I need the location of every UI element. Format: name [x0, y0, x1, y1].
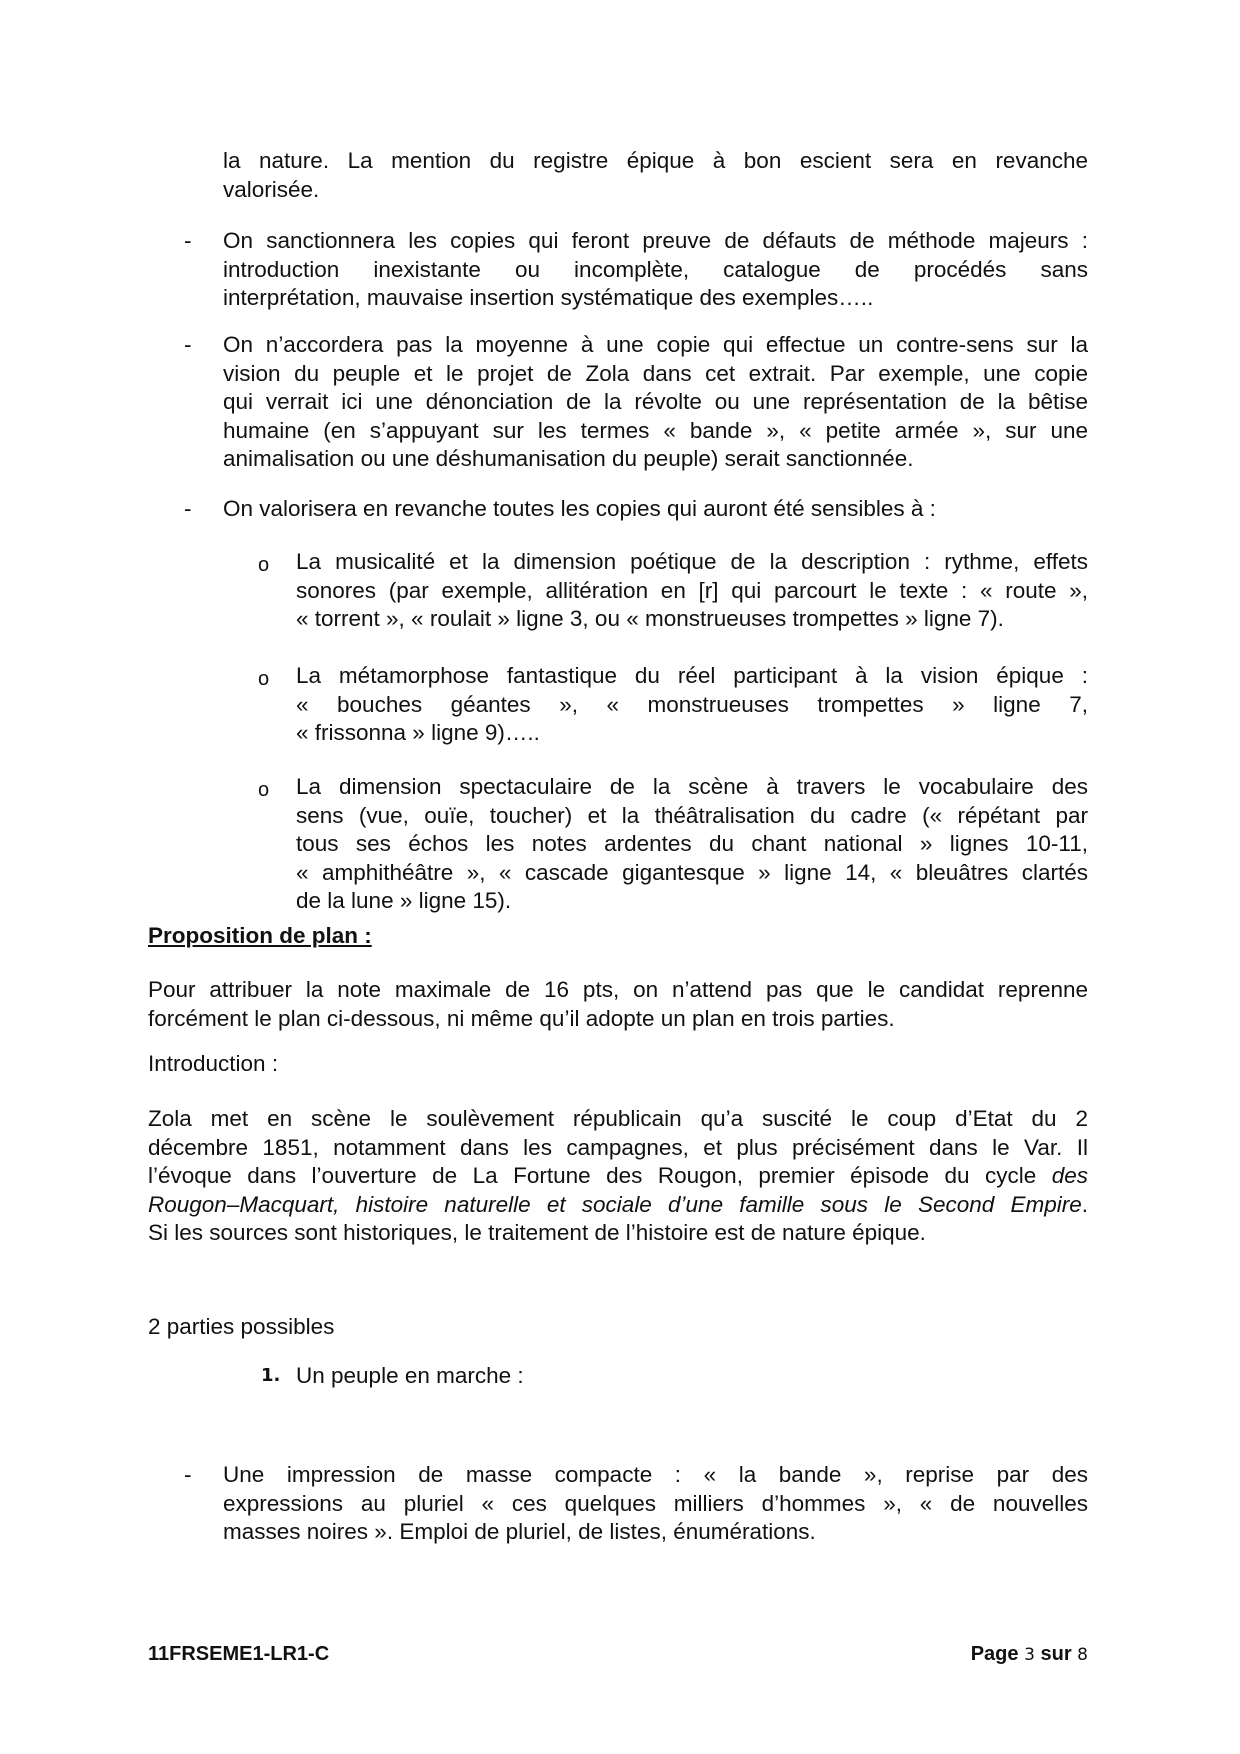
- part-title: [296, 1362, 1088, 1391]
- text-line: On n’accordera pas la moyenne à une copie qui effectue un contre-sens sur la: [223, 332, 1088, 357]
- text-line: Introduction :: [148, 1051, 279, 1076]
- text-line: Si les sources sont historiques, le traitement de l’histoire est de nature épique.: [148, 1220, 926, 1245]
- text-line: interprétation, mauvaise insertion systématique des exemples…..: [223, 285, 874, 310]
- page-current: 3: [1024, 1645, 1035, 1665]
- text-line: La musicalité et la dimension poétique de la description : rythme, effets: [296, 549, 1088, 574]
- subbullet-paragraph: [296, 662, 1088, 748]
- text-line: La métamorphose fantastique du réel participant à la vision épique :: [296, 663, 1088, 688]
- bullet-dash: -: [184, 1462, 192, 1487]
- text-line: expressions au pluriel « ces quelques milliers d’hommes », « de nouvelles: [223, 1490, 1088, 1516]
- text-line: tous ses échos les notes ardentes du chant national » lignes 10-11,: [296, 831, 1088, 856]
- text-line: sens (vue, ouïe, toucher) et la théâtralisation du cadre (« répétant par: [296, 802, 1088, 828]
- text-line: 2 parties possibles: [148, 1314, 335, 1339]
- page-number: [962, 1643, 1088, 1666]
- text-segment: l’évoque dans l’ouverture de La Fortune des Rougon, premier épisode du cycle: [148, 1163, 1037, 1188]
- bullet-dash: -: [184, 332, 192, 357]
- zola-paragraph: [148, 1105, 1088, 1248]
- text-line: [148, 1162, 1088, 1191]
- text-line: Zola met en scène le soulèvement républicain qu’a suscité le coup d’Etat du 2: [148, 1106, 1088, 1131]
- parts-label: [148, 1313, 1088, 1342]
- text-line: introduction inexistante ou incomplète, catalogue de procédés sans: [223, 256, 1088, 282]
- section-heading: Proposition de plan :: [148, 923, 372, 948]
- text-line: « frissonna » ligne 9)…..: [296, 720, 540, 745]
- text-line: qui verrait ici une dénonciation de la révolte ou une représentation de la bêtise: [223, 389, 1088, 414]
- page-total: 8: [1077, 1645, 1088, 1665]
- text-line: Pour attribuer la note maximale de 16 pts, on n’attend pas que le candidat reprenne: [148, 977, 1088, 1002]
- text-line: forcément le plan ci-dessous, ni même qu’il adopte un plan en trois parties.: [148, 1005, 895, 1031]
- text-line: On sanctionnera les copies qui feront preuve de défauts de méthode majeurs :: [223, 228, 1088, 253]
- text-line: Un peuple en marche :: [296, 1363, 524, 1388]
- subbullet-circle: o: [258, 668, 270, 690]
- text-line: de la lune » ligne 15).: [296, 888, 512, 913]
- text-line: animalisation ou une déshumanisation du peuple) serait sanctionnée.: [223, 446, 914, 471]
- subbullet-circle: o: [258, 554, 270, 576]
- introduction-label: [148, 1050, 1088, 1079]
- sur-word: sur: [1040, 1643, 1072, 1665]
- text-line: « amphithéâtre », « cascade gigantesque » ligne 14, « bleuâtres clartés: [296, 859, 1088, 885]
- subbullet-paragraph: [296, 773, 1088, 916]
- text-line: « bouches géantes », « monstrueuses trompettes » ligne 7,: [296, 691, 1088, 717]
- document-code: 11FRSEME1-LR1-C: [148, 1643, 330, 1665]
- bullet-dash: -: [184, 496, 192, 521]
- text-line: Une impression de masse compacte : « la bande », reprise par des: [223, 1462, 1088, 1487]
- text-line: humaine (en s’appuyant sur les termes « bande », « petite armée », sur une: [223, 417, 1088, 443]
- bullet-paragraph: [223, 331, 1088, 474]
- text-line: valorisée.: [223, 176, 320, 202]
- subbullet-circle: o: [258, 779, 270, 801]
- italic-segment: des: [1051, 1163, 1088, 1188]
- text-line: « torrent », « roulait » ligne 3, ou « monstrueuses trompettes » ligne 7).: [296, 606, 1004, 631]
- bullet-paragraph: [223, 495, 1088, 524]
- text-segment: .: [1081, 1191, 1088, 1217]
- text-line: décembre 1851, notamment dans les campagnes, et plus précisément dans le Var. Il: [148, 1134, 1088, 1160]
- page-word: Page: [970, 1643, 1019, 1665]
- subbullet-paragraph: [296, 548, 1088, 634]
- bullet-paragraph: [223, 1461, 1088, 1547]
- text-line: la nature. La mention du registre épique à bon escient sera en revanche: [223, 148, 1088, 173]
- continuation-paragraph: [223, 147, 1088, 204]
- text-line: masses noires ». Emploi de pluriel, de listes, énumérations.: [223, 1519, 816, 1544]
- text-line: On valorisera en revanche toutes les copies qui auront été sensibles à :: [223, 496, 936, 521]
- text-line: [148, 1191, 1088, 1220]
- plan-intro-paragraph: [148, 976, 1088, 1033]
- italic-segment: Rougon–Macquart, histoire naturelle et sociale d’une famille sous le Second Empire: [148, 1191, 1082, 1217]
- text-line: sonores (par exemple, allitération en [r] qui parcourt le texte : « route »,: [296, 577, 1088, 603]
- text-line: vision du peuple et le projet de Zola dans cet extrait. Par exemple, une copie: [223, 360, 1088, 386]
- bullet-dash: -: [184, 228, 192, 253]
- bullet-paragraph: [223, 227, 1088, 313]
- part-number: 1.: [261, 1365, 281, 1386]
- text-line: La dimension spectaculaire de la scène à travers le vocabulaire des: [296, 774, 1088, 799]
